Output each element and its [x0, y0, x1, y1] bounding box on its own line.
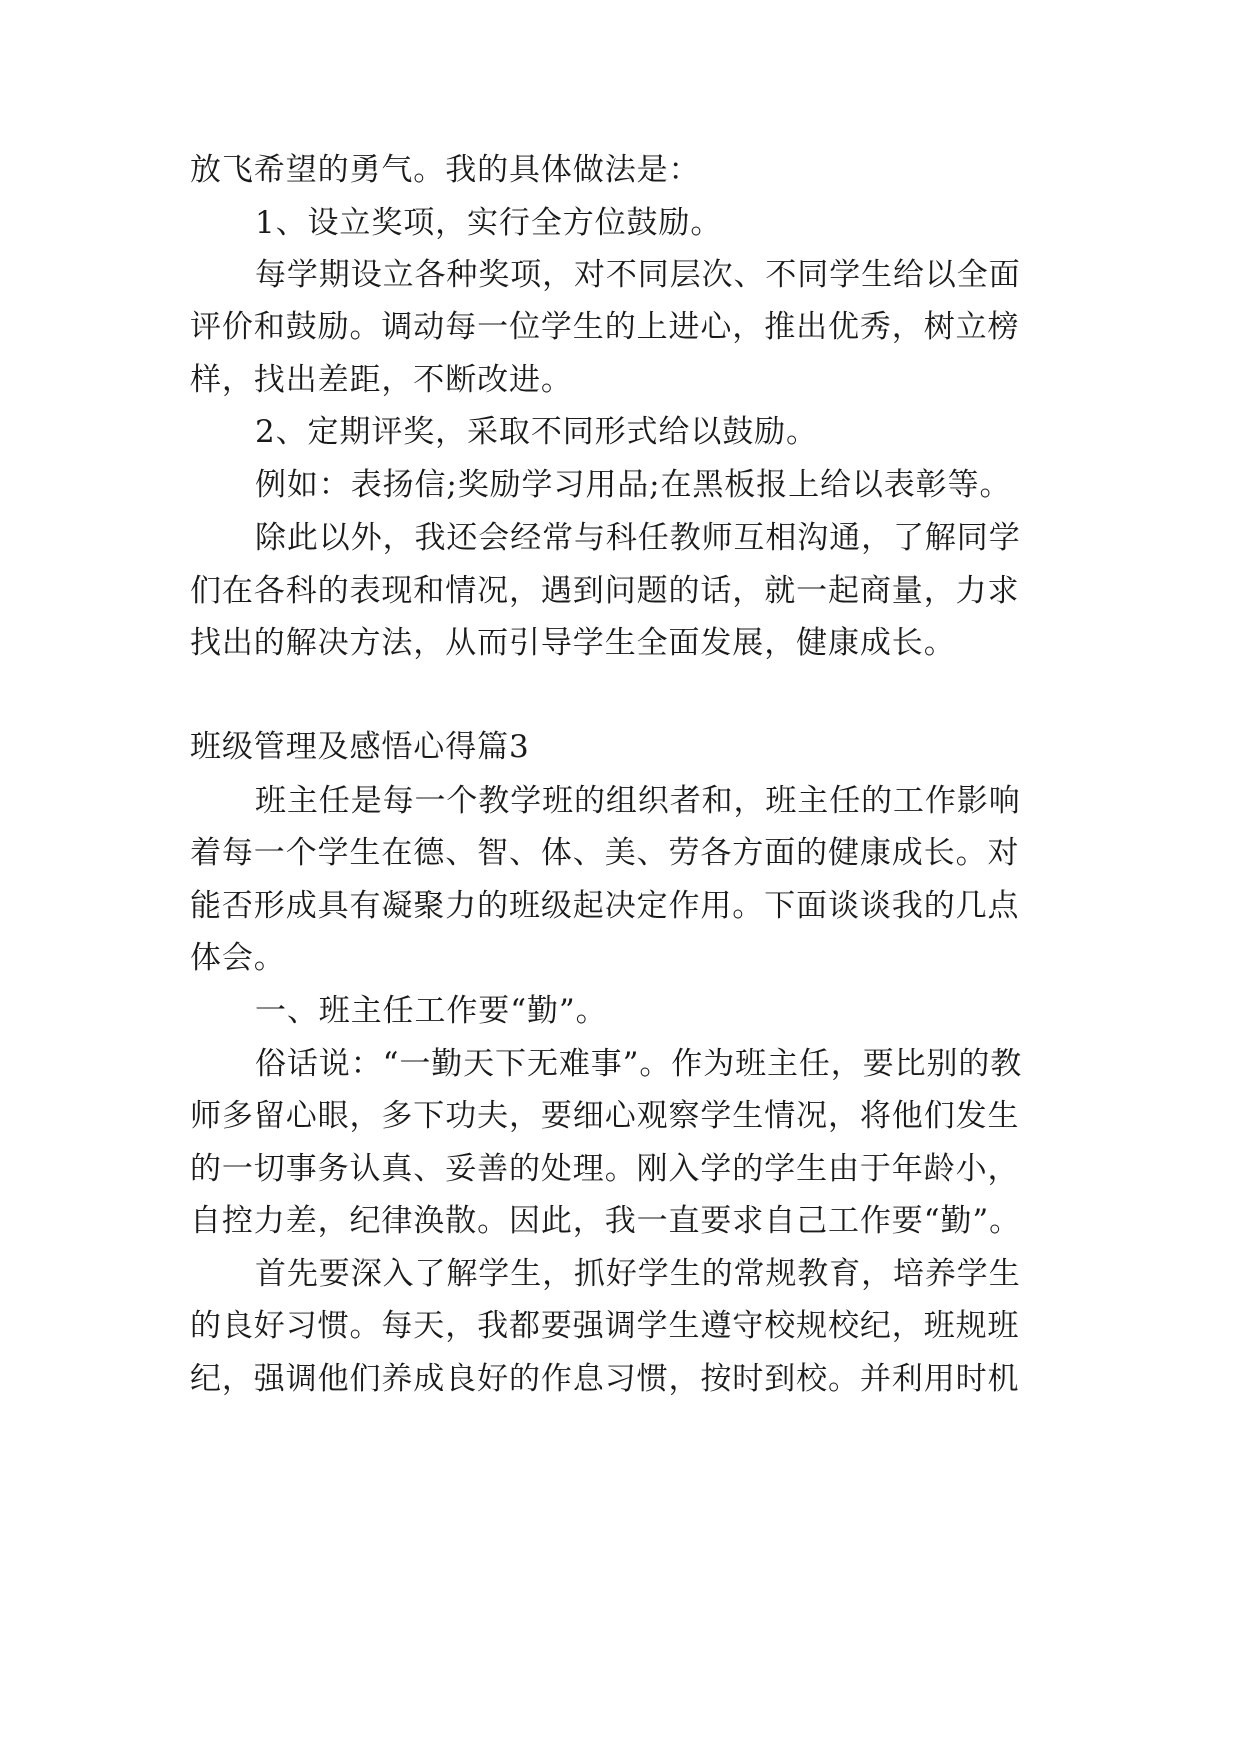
paragraph-line: 例如：表扬信;奖励学习用品;在黑板报上给以表彰等。 [255, 467, 1012, 503]
paragraph-line: 班主任是每一个教学班的组织者和，班主任的工作影响 [255, 783, 1021, 819]
paragraph-line: 的一切事务认真、妥善的处理。刚入学的学生由于年龄小， [190, 1151, 1020, 1187]
paragraph-line: 样，找出差距，不断改进。 [190, 362, 573, 398]
paragraph-line: 能否形成具有凝聚力的班级起决定作用。下面谈谈我的几点 [190, 888, 1020, 924]
paragraph-line: 体会。 [190, 940, 286, 976]
paragraph-line: 首先要深入了解学生，抓好学生的常规教育，培养学生 [255, 1256, 1021, 1292]
paragraph-line: 着每一个学生在德、智、体、美、劳各方面的健康成长。对 [190, 835, 1020, 871]
paragraph-line: 俗话说：“一勤天下无难事”。作为班主任，要比别的教 [255, 1046, 1023, 1082]
subheading: 一、班主任工作要“勤”。 [255, 993, 608, 1029]
paragraph-line: 放飞希望的勇气。我的具体做法是： [190, 152, 701, 188]
paragraph-line: 除此以外，我还会经常与科任教师互相沟通，了解同学 [255, 520, 1021, 556]
paragraph-line: 评价和鼓励。调动每一位学生的上进心，推出优秀，树立榜 [190, 309, 1020, 345]
paragraph-line: 每学期设立各种奖项，对不同层次、不同学生给以全面 [255, 257, 1021, 293]
list-item-1: 1、设立奖项，实行全方位鼓励。 [255, 205, 723, 241]
paragraph-line: 纪，强调他们养成良好的作息习惯，按时到校。并利用时机 [190, 1361, 1020, 1397]
paragraph-line: 找出的解决方法，从而引导学生全面发展，健康成长。 [190, 625, 956, 661]
paragraph-line: 们在各科的表现和情况，遇到问题的话，就一起商量，力求 [190, 573, 1020, 609]
paragraph-line: 的良好习惯。每天，我都要强调学生遵守校规校纪，班规班 [190, 1308, 1020, 1344]
list-item-2: 2、定期评奖，采取不同形式给以鼓励。 [255, 414, 818, 450]
paragraph-line: 师多留心眼，多下功夫，要细心观察学生情况，将他们发生 [190, 1098, 1020, 1134]
section-heading: 班级管理及感悟心得篇3 [190, 729, 530, 765]
paragraph-line: 自控力差，纪律涣散。因此，我一直要求自己工作要“勤”。 [190, 1203, 1021, 1239]
